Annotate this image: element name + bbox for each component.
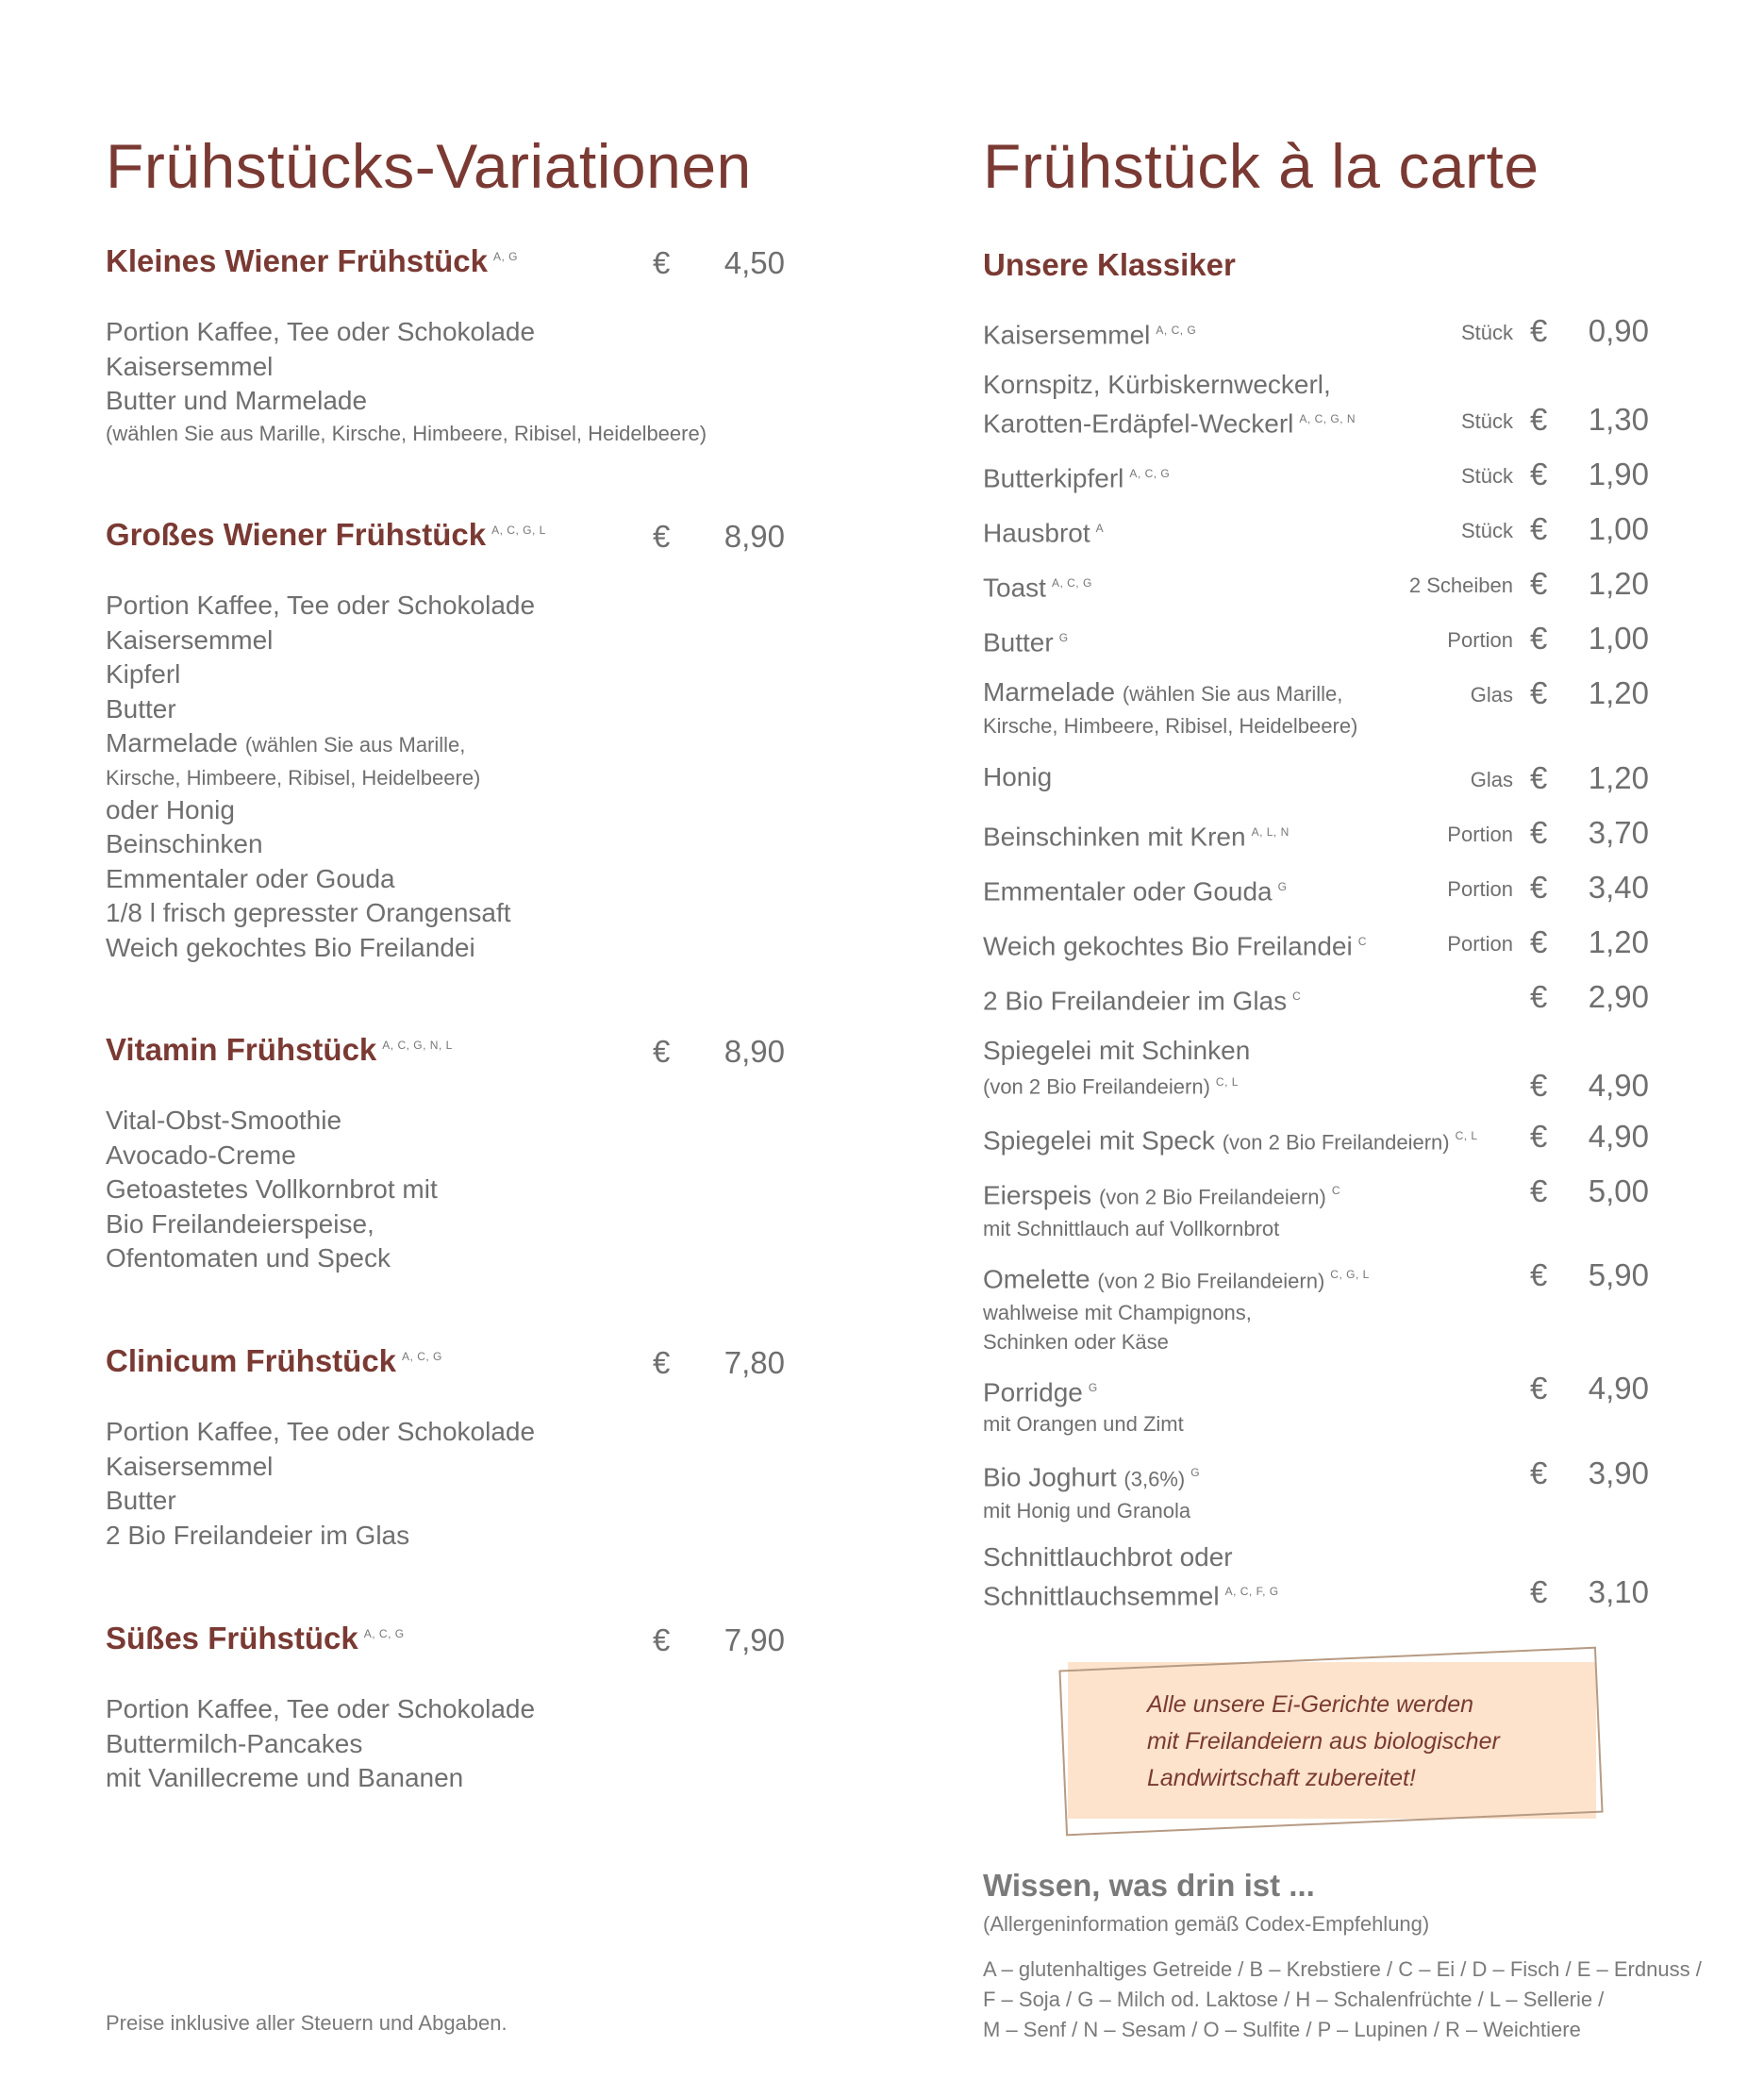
menu-line: Marmelade (wählen Sie aus Marille, <box>106 728 466 757</box>
allergen-codes: A, C, G <box>1051 576 1092 590</box>
a-la-carte-item: Bio Joghurt (3,6%) $^G$ mit Honig und Granola € 3,90 <box>983 1456 1662 1525</box>
a-la-carte-item: Marmelade (wählen Sie aus Marille, Kirsche, Himbeere, Ribisel, Heidelbeere) Glas € 1,20 <box>983 675 1662 740</box>
menu-line: Kipferl <box>106 659 181 689</box>
menu-line: Getoastetes Vollkornbrot mit <box>106 1174 438 1204</box>
euro-sign: € <box>1530 566 1548 601</box>
euro-sign: € <box>1530 457 1548 491</box>
menu-line: Portion Kaffee, Tee oder Schokolade <box>106 591 536 620</box>
menu-note: Kirsche, Himbeere, Ribisel, Heidelbeere) <box>106 765 481 790</box>
price: 8,90 <box>724 1034 785 1069</box>
a-la-carte-item: 2 Bio Freilandeier im Glas $^C$ € 2,90 <box>983 979 1649 1016</box>
item-subline: Kirsche, Himbeere, Ribisel, Heidelbeere) <box>983 714 1358 738</box>
price: 3,40 <box>1588 870 1649 905</box>
allergen-legend <box>983 1955 1702 2045</box>
a-la-carte-item: Emmentaler oder Gouda $^G$ Portion € 3,40 <box>983 870 1649 907</box>
allergen-legend-line: F – Soja / G – Milch od. Laktose / H – Schalenfrüchte / L – Sellerie / <box>983 1988 1605 2011</box>
menu-line: Emmentaler oder Gouda <box>106 863 395 893</box>
inline-note: (3,6%) <box>1123 1467 1186 1491</box>
allergen-codes: C <box>1331 1184 1341 1197</box>
menu-line: 2 Bio Freilandeier im Glas <box>106 1520 410 1550</box>
allergen-codes: G <box>1088 1381 1098 1394</box>
a-la-carte-item: Eierspeis (von 2 Bio Freilandeiern) $^C$ mit Schnittlauch auf Vollkornbrot € 5,00 <box>983 1173 1662 1243</box>
menu-line: Portion Kaffee, Tee oder Schokolade <box>106 1417 536 1446</box>
euro-sign: € <box>1530 924 1548 959</box>
allergen-codes: A <box>1095 522 1105 535</box>
menu-line: Buttermilch-Pancakes <box>106 1728 363 1758</box>
euro-sign: € <box>1530 1068 1548 1103</box>
price: 4,90 <box>1588 1119 1649 1154</box>
a-la-carte-item: Spiegelei mit Schinken (von 2 Bio Freilandeiern) $^{C, L}$ € 4,90 <box>983 1036 1649 1103</box>
price: 2,90 <box>1588 979 1649 1014</box>
a-la-carte-item: Spiegelei mit Speck (von 2 Bio Freilandeiern) $^{C, L}$ € 4,90 <box>983 1119 1649 1156</box>
allergen-legend-line: M – Senf / N – Sesam / O – Sulfite / P – Lupinen / R – Weichtiere <box>983 2018 1581 2041</box>
section-name: Clinicum Frühstück $^{A, C, G}$ <box>106 1343 442 1378</box>
euro-sign: € <box>653 245 671 280</box>
notice-text: Alle unsere Ei-Gerichte werden mit Freilandeiern aus biologischer Landwirtschaft zubereitet! <box>1147 1691 1500 1791</box>
euro-sign: € <box>1530 870 1548 905</box>
allergen-codes: G <box>1058 631 1069 644</box>
menu-section-kleines <box>106 243 785 449</box>
menu-section-suesses <box>106 1621 785 1796</box>
allergen-codes: C <box>1292 990 1302 1003</box>
price: 1,20 <box>1588 675 1649 710</box>
menu-line: mit Vanillecreme und Bananen <box>106 1763 464 1792</box>
right-page-title: Frühstück à la carte <box>983 131 1539 201</box>
price: 1,00 <box>1588 511 1649 546</box>
euro-sign: € <box>653 519 671 554</box>
item-subline: mit Schnittlauch auf Vollkornbrot <box>983 1217 1280 1241</box>
euro-sign: € <box>1530 675 1548 710</box>
inline-note: (von 2 Bio Freilandeiern) <box>1097 1269 1325 1293</box>
allergen-legend-line: A – glutenhaltiges Getreide / B – Krebstiere / C – Ei / D – Fisch / E – Erdnuss / <box>983 1957 1702 1981</box>
menu-line: Butter <box>106 693 176 724</box>
allergen-codes: A, C, G <box>1156 324 1197 337</box>
allergen-info-subtitle: (Allergeninformation gemäß Codex-Empfehlung) <box>983 1912 1430 1936</box>
section-name: Süßes Frühstück $^{A, C, G}$ <box>106 1621 405 1655</box>
allergen-codes: A, C, G <box>363 1627 405 1640</box>
menu-note: (wählen Sie aus Marille, <box>244 733 466 757</box>
menu-line: 1/8 l frisch gepresster Orangensaft <box>106 898 511 927</box>
euro-sign: € <box>653 1345 671 1380</box>
section-name: Vitamin Frühstück $^{A, C, G, N, L}$ <box>106 1032 453 1067</box>
price: 1,30 <box>1588 402 1649 437</box>
euro-sign: € <box>1530 1257 1548 1292</box>
allergen-codes: A, C, G <box>402 1350 442 1363</box>
allergen-info-title: Wissen, was drin ist ... <box>983 1868 1315 1903</box>
price: 3,10 <box>1588 1574 1649 1609</box>
price: 1,00 <box>1588 621 1649 656</box>
price: 5,00 <box>1588 1173 1649 1208</box>
price: 5,90 <box>1588 1257 1649 1292</box>
unit-label: Stück <box>1460 464 1513 488</box>
price: 4,90 <box>1588 1371 1649 1406</box>
inline-note: (wählen Sie aus Marille, <box>1122 682 1343 706</box>
inline-note: (von 2 Bio Freilandeiern) <box>1222 1130 1450 1155</box>
unit-label: 2 Scheiben <box>1408 574 1513 597</box>
menu-line: oder Honig <box>106 794 235 824</box>
menu-line: Ofentomaten und Speck <box>106 1243 391 1273</box>
left-page-title: Frühstücks-Variationen <box>106 131 752 201</box>
allergen-codes: G <box>1190 1466 1201 1479</box>
menu-line: Portion Kaffee, Tee oder Schokolade <box>106 317 536 346</box>
euro-sign: € <box>653 1034 671 1069</box>
item-subline: Schinken oder Käse <box>983 1330 1169 1355</box>
unit-label: Portion <box>1447 877 1513 901</box>
menu-line: Weich gekochtes Bio Freilandei <box>106 932 475 962</box>
a-la-carte-item: Honig Glas € 1,20 <box>983 760 1649 795</box>
euro-sign: € <box>1530 511 1548 546</box>
a-la-carte-item: Toast $^{A, C, G}$ 2 Scheiben € 1,20 <box>983 566 1649 603</box>
euro-sign: € <box>1530 1371 1548 1406</box>
unit-label: Stück <box>1460 321 1513 344</box>
price: 4,50 <box>724 245 785 280</box>
unit-label: Glas <box>1470 768 1513 791</box>
inline-note: (von 2 Bio Freilandeiern) <box>1098 1185 1326 1209</box>
menu-section-clinicum <box>106 1343 785 1553</box>
price: 1,20 <box>1588 760 1649 795</box>
a-la-carte-item: Weich gekochtes Bio Freilandei $^C$ Portion € 1,20 <box>983 924 1649 961</box>
a-la-carte-item: Schnittlauchbrot oder Schnittlauchsemmel $^{A, C, F, G}$ € 3,10 <box>983 1542 1649 1611</box>
allergen-codes: A, C, G <box>1129 467 1171 480</box>
a-la-carte-item: Omelette (von 2 Bio Freilandeiern) $^{C, G, L}$ wahlweise mit Champignons, Schinken oder Käse € 5,90 <box>983 1257 1662 1356</box>
euro-sign: € <box>1530 760 1548 795</box>
allergen-codes: A, L, N <box>1251 825 1290 839</box>
price: 7,80 <box>724 1345 785 1380</box>
menu-line: Portion Kaffee, Tee oder Schokolade <box>106 1694 536 1723</box>
euro-sign: € <box>1530 979 1548 1014</box>
a-la-carte-item: Kaisersemmel $^{A, C, G}$ Stück € 0,90 <box>983 313 1649 350</box>
euro-sign: € <box>653 1622 671 1657</box>
section-name: Großes Wiener Frühstück $^{A, C, G, L}$ <box>106 517 546 552</box>
item-subline: wahlweise mit Champignons, <box>983 1301 1252 1325</box>
unit-label: Glas <box>1470 683 1513 707</box>
allergen-codes: A, C, G, N <box>1299 412 1356 425</box>
menu-line: Bio Freilandeierspeise, <box>106 1208 374 1239</box>
unit-label: Portion <box>1447 932 1513 956</box>
price: 4,90 <box>1588 1068 1649 1103</box>
a-la-carte-item: Butter $^G$ Portion € 1,00 <box>983 621 1649 657</box>
allergen-codes: A, C, G, L <box>491 524 546 537</box>
organic-eggs-notice <box>1057 1649 1604 1834</box>
section-subtitle: Unsere Klassiker <box>983 247 1236 282</box>
euro-sign: € <box>1530 815 1548 850</box>
unit-label: Stück <box>1460 409 1513 433</box>
price: 7,90 <box>724 1622 785 1657</box>
item-subline: mit Honig und Granola <box>983 1499 1191 1523</box>
a-la-carte-item: Porridge $^G$ mit Orangen und Zimt € 4,90 <box>983 1371 1662 1439</box>
menu-line: Kaisersemmel <box>106 624 274 655</box>
a-la-carte-item: Butterkipferl $^{A, C, G}$ Stück € 1,90 <box>983 457 1649 493</box>
menu-line: Beinschinken <box>106 829 263 858</box>
menu-note: (wählen Sie aus Marille, Kirsche, Himbeere, Ribisel, Heidelbeere) <box>106 421 707 445</box>
allergen-codes: A, G <box>492 250 518 263</box>
a-la-carte-item: Hausbrot $^A$ Stück € 1,00 <box>983 511 1649 548</box>
section-name: Kleines Wiener Frühstück $^{A, G}$ <box>106 243 518 278</box>
price: 3,70 <box>1588 815 1649 850</box>
allergen-codes: A, C, G, N, L <box>382 1039 453 1052</box>
unit-label: Stück <box>1460 519 1513 542</box>
euro-sign: € <box>1530 621 1548 656</box>
allergen-codes: C <box>1357 935 1367 948</box>
unit-label: Portion <box>1447 628 1513 652</box>
menu-line: Kaisersemmel <box>106 1451 274 1481</box>
item-subline: mit Orangen und Zimt <box>983 1412 1184 1437</box>
euro-sign: € <box>1530 1574 1548 1609</box>
menu-line: Vital-Obst-Smoothie <box>106 1106 342 1135</box>
allergen-codes: C, L <box>1455 1129 1478 1142</box>
allergen-codes: C, L <box>1215 1075 1239 1089</box>
allergen-codes: C, G, L <box>1330 1268 1370 1281</box>
euro-sign: € <box>1530 313 1548 348</box>
allergen-codes: A, C, F, G <box>1224 1585 1279 1598</box>
menu-line: Butter <box>106 1486 176 1515</box>
price-footnote: Preise inklusive aller Steuern und Abgaben. <box>106 2011 508 2035</box>
menu-section-vitamin <box>106 1032 785 1276</box>
a-la-carte-item: Kornspitz, Kürbiskernweckerl, Karotten-Erdäpfel-Weckerl $^{A, C, G, N}$ Stück € 1,30 <box>983 370 1649 439</box>
price: 1,20 <box>1588 566 1649 601</box>
price: 1,20 <box>1588 924 1649 959</box>
menu-line: Avocado-Creme <box>106 1139 296 1170</box>
euro-sign: € <box>1530 1119 1548 1154</box>
price: 0,90 <box>1588 313 1649 348</box>
menu-line: Butter und Marmelade <box>106 386 368 415</box>
menu-line: Kaisersemmel <box>106 351 274 381</box>
price: 8,90 <box>724 519 785 554</box>
menu-section-grosses <box>106 517 785 965</box>
price: 3,90 <box>1588 1456 1649 1490</box>
euro-sign: € <box>1530 1173 1548 1208</box>
unit-label: Portion <box>1447 823 1513 846</box>
euro-sign: € <box>1530 402 1548 437</box>
price: 1,90 <box>1588 457 1649 491</box>
euro-sign: € <box>1530 1456 1548 1490</box>
allergen-codes: G <box>1277 880 1288 893</box>
a-la-carte-item: Beinschinken mit Kren $^{A, L, N}$ Portion € 3,70 <box>983 815 1649 852</box>
